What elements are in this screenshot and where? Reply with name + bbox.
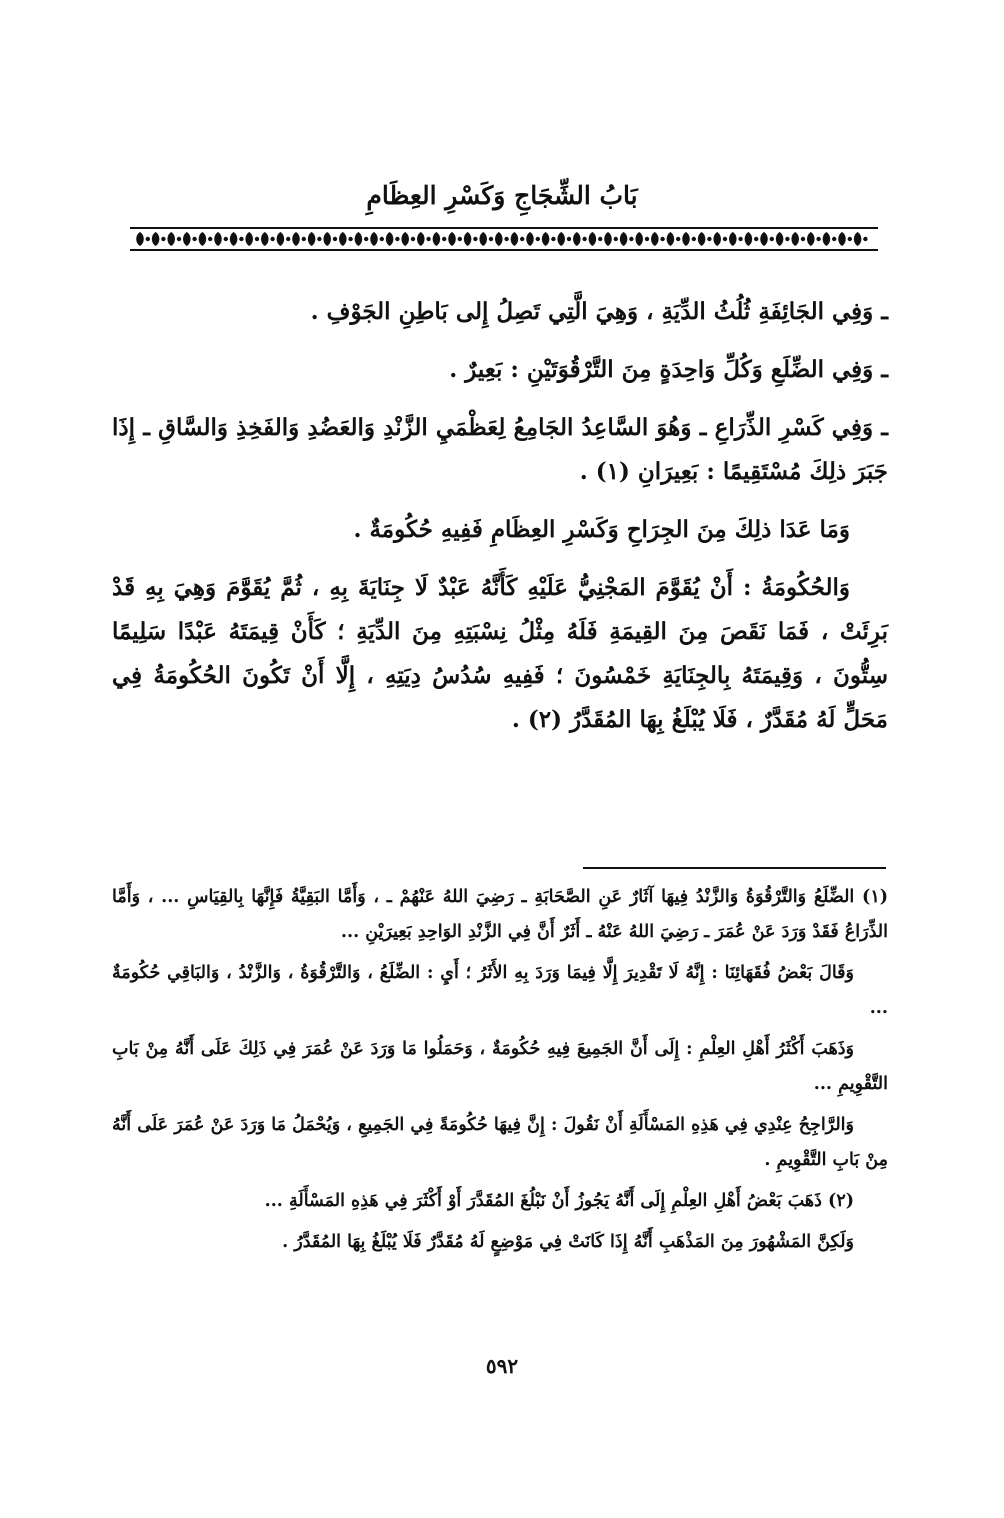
ornament-dot <box>395 237 399 241</box>
ornament-dot <box>645 237 649 241</box>
ornament-motif <box>823 232 831 246</box>
footnote-1-continued: وَذَهَبَ أَكْثَرُ أَهْلِ العِلْمِ : إِلَى أَنَّ الجَمِيعَ فِيهِ حُكُومَةٌ ، وَحَمَلُوا مَا وَرَدَ عَنْ عُمَرَ فِي ذَلِكَ عَلَى أَنَّهُ مِنْ بَابِ التَّقْوِيمِ ... <box>112 1039 888 1094</box>
ornament-dot <box>629 237 633 241</box>
ornament-dot <box>738 237 742 241</box>
ornament-motif <box>167 232 175 246</box>
ornament-dot <box>473 237 477 241</box>
ornament-motif <box>448 232 456 246</box>
ornament-dot <box>504 237 508 241</box>
ornament-motif <box>776 232 784 246</box>
ornament-motif <box>807 232 815 246</box>
ornament-motif <box>698 232 706 246</box>
ornament-motif <box>214 232 222 246</box>
ornament-motif <box>339 232 347 246</box>
ornament-dot <box>458 237 462 241</box>
ornament-dot <box>614 237 618 241</box>
ornament-motif <box>308 232 316 246</box>
ornament-dot <box>302 237 306 241</box>
ornament-dot <box>582 237 586 241</box>
footnotes <box>112 880 888 1266</box>
ornament-dot <box>816 237 820 241</box>
ornament-motif <box>791 232 799 246</box>
ornament-dot <box>848 237 852 241</box>
ornament-dot <box>520 237 524 241</box>
ornament-motif <box>667 232 675 246</box>
footnote-1: (١) الضِّلَعُ وَالتَّرْقُوَةُ وَالزَّنْدُ فِيهَا آثَارٌ عَنِ الصَّحَابَةِ ـ رَضِيَ اللهُ عَنْهُمْ ـ ، وَأَمَّا البَقِيَّةُ فَإِنَّهَا بِالقِيَاسِ ... ، وَأَمَّا الذِّرَاعُ فَقَدْ وَرَدَ عَنْ عُمَرَ ـ رَضِيَ اللهُ عَنْهُ ـ أَثَرٌ أَنَّ فِي الزَّنْدِ الوَاحِدِ بَعِيرَيْنِ ... <box>112 887 888 942</box>
ornament-dot <box>224 237 228 241</box>
ornament-motif <box>713 232 721 246</box>
ornament-motif <box>495 232 503 246</box>
ornament-dot <box>239 237 243 241</box>
ornament-dot <box>598 237 602 241</box>
ornament-dot <box>567 237 571 241</box>
ornament-motif <box>479 232 487 246</box>
ornament-dot <box>317 237 321 241</box>
ornament-dot <box>380 237 384 241</box>
ornament-dot <box>161 237 165 241</box>
ornament-motif <box>511 232 519 246</box>
ornament-dot <box>551 237 555 241</box>
ornament-dot <box>770 237 774 241</box>
ornament-dot <box>863 237 867 241</box>
ornament-motif <box>245 232 253 246</box>
ornament-dot <box>785 237 789 241</box>
footnote-1-continued: وَالرَّاجِحُ عِنْدِي فِي هَذِهِ المَسْأَلَةِ أَنْ نَقُولَ : إِنَّ فِيهَا حُكُومَةً فِي الجَمِيعِ ، وَيُحْمَلُ مَا وَرَدَ عَنْ عُمَرَ عَلَى أَنَّهُ مِنْ بَابِ التَّقْوِيمِ . <box>112 1115 888 1170</box>
paragraph-hukuma-intro: وَمَا عَدَا ذلِكَ مِنَ الجِرَاحِ وَكَسْرِ العِظَامِ فَفِيهِ حُكُومَةٌ . <box>353 516 850 543</box>
footnote-2: (٢) ذَهَبَ بَعْضُ أَهْلِ العِلْمِ إِلَى أَنَّهُ يَجُوزُ أَنْ نَبْلُغَ المُقَدَّرَ أَوْ أَكْثَرَ فِي هَذِهِ المَسْأَلَةِ ... <box>264 1191 854 1211</box>
paragraph-dhira: ـ وَفِي كَسْرِ الذِّرَاعِ ـ وَهُوَ السَّاعِدُ الجَامِعُ لِعَظْمَيِ الزَّنْدِ وَالعَضُدِ وَالفَخِذِ وَالسَّاقِ ـ إِذَا جَبَرَ ذلِكَ مُسْتَقِيمًا : بَعِيرَانِ (١) . <box>112 414 888 485</box>
ornament-motif <box>355 232 363 246</box>
footnote-2-continued: وَلَكِنَّ المَشْهُورَ مِنَ المَذْهَبِ أَنَّهُ إِذَا كَانَتْ فِي مَوْضِعٍ لَهُ مُقَدَّرٌ فَلَا يُبْلَغُ بِهَا المُقَدَّرُ . <box>282 1232 854 1252</box>
ornament-motif <box>386 232 394 246</box>
ornament-motif <box>152 232 160 246</box>
ornament-motif <box>323 232 331 246</box>
ornament-dot <box>426 237 430 241</box>
ornament-motif <box>526 232 534 246</box>
ornament-dot <box>270 237 274 241</box>
ornament-dot <box>177 237 181 241</box>
ornament-motif <box>183 232 191 246</box>
ornament-dot <box>660 237 664 241</box>
ornament-dot <box>832 237 836 241</box>
ornament-motif <box>401 232 409 246</box>
ornament-dot <box>208 237 212 241</box>
footnote-separator <box>583 867 886 869</box>
paragraph-dila: ـ وَفِي الضِّلَعِ وَكُلِّ وَاحِدَةٍ مِنَ التَّرْقُوَتَيْنِ : بَعِيرٌ . <box>449 356 888 383</box>
ornament-dot <box>192 237 196 241</box>
ornament-motif <box>854 232 862 246</box>
ornament-motif <box>557 232 565 246</box>
main-text <box>112 290 888 756</box>
ornament-dot <box>723 237 727 241</box>
ornament-dot <box>536 237 540 241</box>
ornament-dot <box>692 237 696 241</box>
ornament-dot <box>364 237 368 241</box>
ornament-motif <box>604 232 612 246</box>
page-number: ٥٩٢ <box>485 1354 519 1378</box>
ornament-motif <box>370 232 378 246</box>
ornament-motif <box>433 232 441 246</box>
ornament-dot <box>801 237 805 241</box>
ornament-dot <box>146 237 150 241</box>
ornament-dot <box>676 237 680 241</box>
ornament-motif <box>542 232 550 246</box>
paragraph-hukuma-definition: وَالحُكُومَةُ : أَنْ يُقَوَّمَ المَجْنِيُّ عَلَيْهِ كَأَنَّهُ عَبْدٌ لَا جِنَايَةَ بِهِ ، ثُمَّ يُقَوَّمَ وَهِيَ بِهِ قَدْ بَرِئَتْ ، فَمَا نَقَصَ مِنَ القِيمَةِ فَلَهُ مِثْلُ نِسْبَتِهِ مِنَ الدِّيَةِ ؛ كَأَنْ قِيمَتَهُ عَبْدًا سَلِيمًا سِتُّونَ ، وَقِيمَتَهُ بِالجِنَايَةِ خَمْسُونَ ؛ فَفِيهِ سُدُسُ دِيَتِهِ ، إِلَّا أَنْ تَكُونَ الحُكُومَةُ فِي مَحَلٍّ لَهُ مُقَدَّرٌ ، فَلَا يُبْلَغُ بِهَا المُقَدَّرُ (٢) . <box>112 574 888 733</box>
ornament-motif <box>136 232 144 246</box>
ornament-motif <box>589 232 597 246</box>
chapter-header-title: بَابُ الشِّجَاجِ وَكَسْرِ العِظَامِ <box>366 181 638 210</box>
ornament-dot <box>255 237 259 241</box>
ornament-motif <box>682 232 690 246</box>
ornament-motif <box>277 232 285 246</box>
ornament-motif <box>464 232 472 246</box>
ornament-motif <box>199 232 207 246</box>
ornament-motif <box>261 232 269 246</box>
ornament-dot <box>442 237 446 241</box>
ornament-dot <box>707 237 711 241</box>
ornament-dot <box>333 237 337 241</box>
ornament-motif <box>651 232 659 246</box>
footnote-1-continued: وَقَالَ بَعْضُ فُقَهَائِنَا : إِنَّهُ لَا تَقْدِيرَ إِلَّا فِيمَا وَرَدَ بِهِ الأَثَرُ ؛ أَيِ : الضِّلَعُ ، وَالتَّرْقُوَةُ ، وَالزَّنْدُ ، وَالبَاقِي حُكُومَةٌ ... <box>112 963 888 1018</box>
ornament-motif <box>292 232 300 246</box>
ornament-motif <box>417 232 425 246</box>
floral-border-ornament-icon <box>128 226 880 252</box>
paragraph-jaifa: ـ وَفِي الجَائِفَةِ ثُلُثُ الدِّيَةِ ، وَهِيَ الَّتِي تَصِلُ إِلى بَاطِنِ الجَوْفِ . <box>310 298 888 325</box>
ornament-motif <box>729 232 737 246</box>
ornament-dot <box>286 237 290 241</box>
ornament-motif <box>573 232 581 246</box>
ornament-motif <box>635 232 643 246</box>
ornament-motif <box>230 232 238 246</box>
ornament-dot <box>348 237 352 241</box>
ornament-dot <box>411 237 415 241</box>
ornament-motif <box>745 232 753 246</box>
ornament-dot <box>754 237 758 241</box>
ornament-motif <box>760 232 768 246</box>
ornament-dot <box>489 237 493 241</box>
ornament-motif <box>838 232 846 246</box>
ornament-motif <box>620 232 628 246</box>
